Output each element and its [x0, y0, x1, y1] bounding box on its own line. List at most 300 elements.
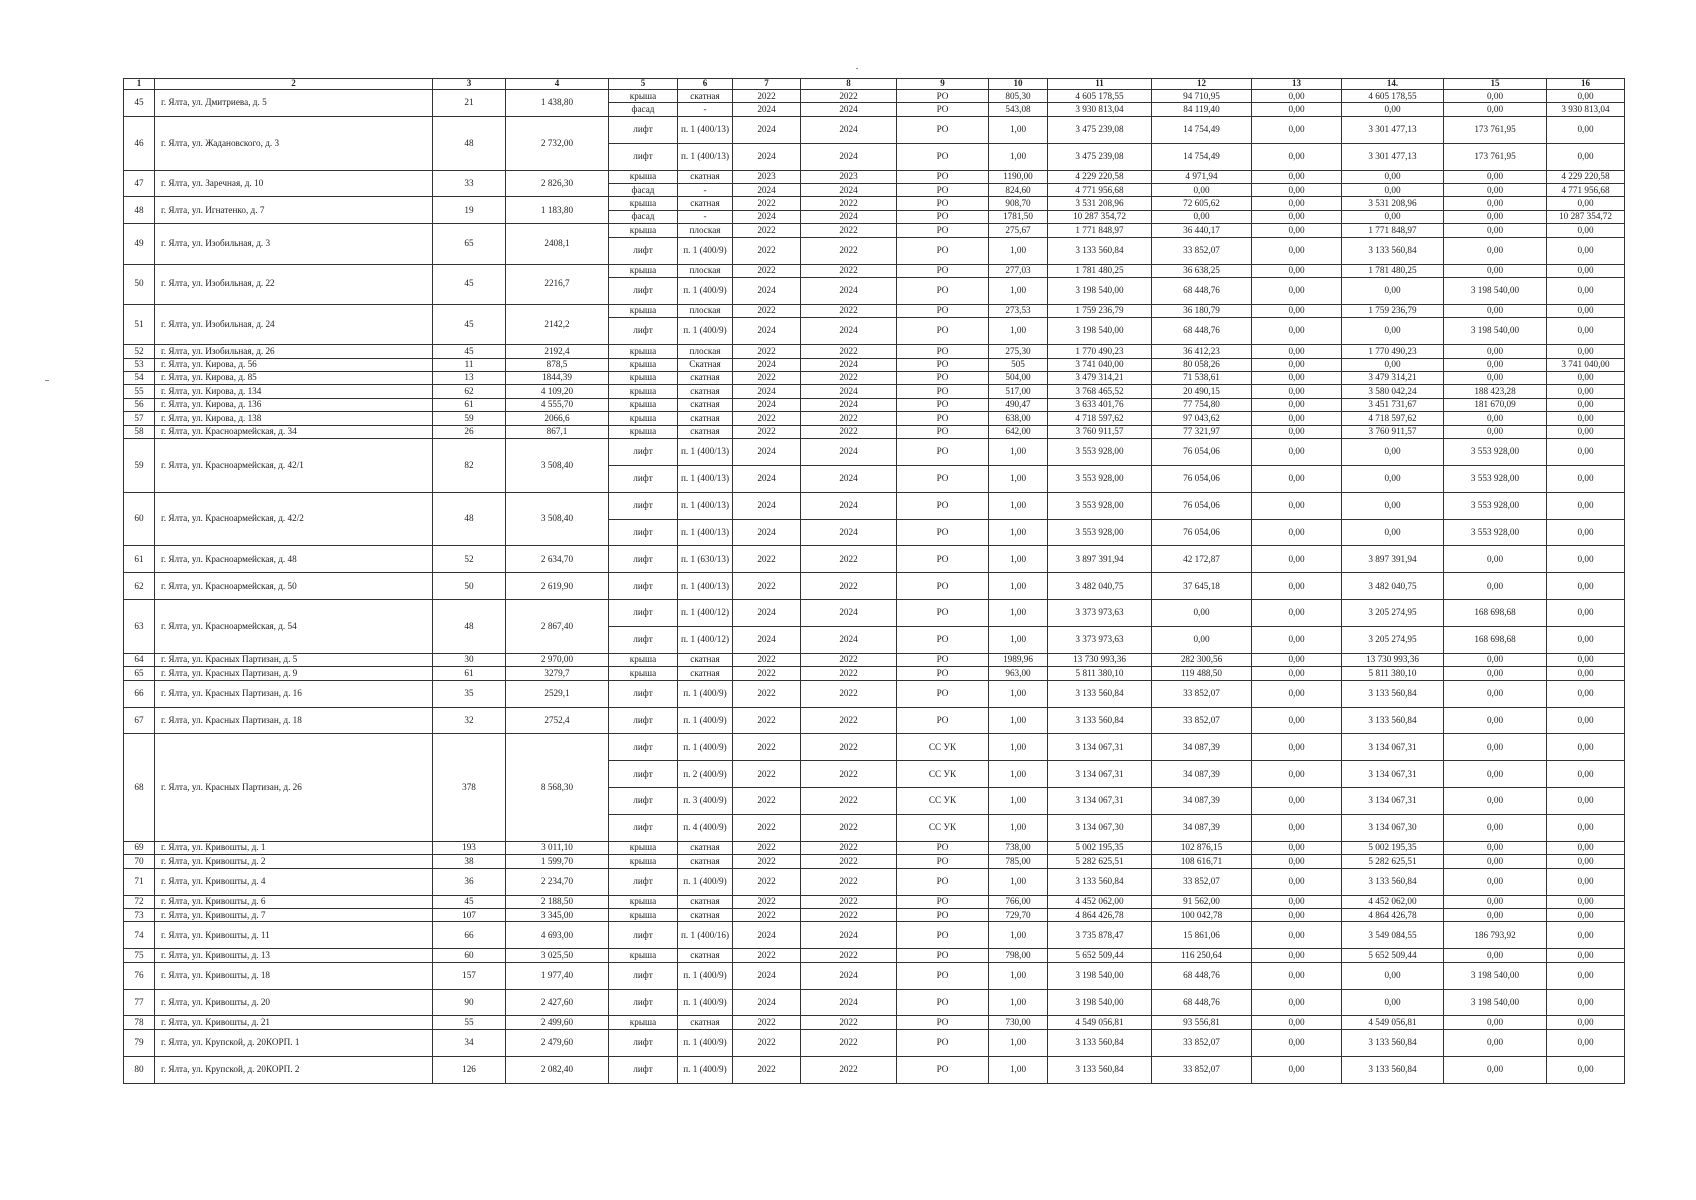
row-number: 64 [124, 653, 155, 666]
cell-col-12: 91 562,00 [1152, 895, 1252, 908]
cell-col-12: 94 710,95 [1152, 90, 1252, 103]
cell-col-8: 2022 [801, 788, 897, 815]
cell-col-11: 10 287 354,72 [1048, 210, 1152, 223]
cell-col-3: 38 [433, 855, 506, 868]
cell-col-11: 3 930 813,04 [1048, 103, 1152, 116]
cell-col-10: 1,00 [989, 989, 1048, 1016]
cell-col-5: лифт [609, 1029, 678, 1056]
cell-col-14: 4 549 056,81 [1342, 1016, 1444, 1029]
cell-col-9: РО [897, 465, 989, 492]
cell-col-7: 2022 [733, 412, 801, 425]
cell-col-13: 0,00 [1252, 345, 1342, 358]
cell-col-12: 34 087,39 [1152, 815, 1252, 842]
cell-col-12: 102 876,15 [1152, 841, 1252, 854]
cell-col-3: 33 [433, 170, 506, 197]
cell-col-9: РО [897, 1056, 989, 1083]
cell-col-14: 3 479 314,21 [1342, 371, 1444, 384]
row-number: 79 [124, 1029, 155, 1056]
row-number: 77 [124, 989, 155, 1016]
address-cell: г. Ялта, ул. Кривошты, д. 4 [155, 868, 433, 895]
cell-col-4: 2 732,00 [506, 116, 609, 170]
cell-col-11: 3 134 067,31 [1048, 734, 1152, 761]
cell-col-3: 48 [433, 492, 506, 546]
cell-col-10: 1,00 [989, 465, 1048, 492]
address-cell: г. Ялта, ул. Красноармейская, д. 50 [155, 573, 433, 600]
cell-col-13: 0,00 [1252, 385, 1342, 398]
cell-col-15: 173 761,95 [1444, 116, 1547, 143]
cell-col-9: РО [897, 143, 989, 170]
cell-col-12: 80 058,26 [1152, 358, 1252, 371]
header-cell-6: 6 [678, 79, 733, 90]
cell-col-4: 2216,7 [506, 264, 609, 304]
cell-col-16: 0,00 [1547, 815, 1625, 842]
row-number: 49 [124, 224, 155, 264]
cell-col-15: 188 423,28 [1444, 385, 1547, 398]
cell-col-10: 1,00 [989, 707, 1048, 734]
cell-col-8: 2022 [801, 1029, 897, 1056]
row-number: 73 [124, 909, 155, 922]
cell-col-15: 0,00 [1444, 855, 1547, 868]
cell-col-5: крыша [609, 412, 678, 425]
cell-col-11: 3 373 973,63 [1048, 600, 1152, 627]
scan-speck [45, 380, 49, 381]
cell-col-5: крыша [609, 224, 678, 237]
table-row [124, 922, 1625, 949]
cell-col-12: 34 087,39 [1152, 734, 1252, 761]
cell-col-4: 2 479,60 [506, 1029, 609, 1056]
cell-col-11: 3 760 911,57 [1048, 425, 1152, 438]
cell-col-7: 2024 [733, 358, 801, 371]
row-number: 66 [124, 680, 155, 707]
cell-col-4: 2 234,70 [506, 868, 609, 895]
cell-col-11: 3 198 540,00 [1048, 962, 1152, 989]
cell-col-16: 0,00 [1547, 989, 1625, 1016]
cell-col-13: 0,00 [1252, 492, 1342, 519]
cell-col-13: 0,00 [1252, 304, 1342, 317]
cell-col-12: 77 321,97 [1152, 425, 1252, 438]
cell-col-14: 3 205 274,95 [1342, 600, 1444, 627]
cell-col-9: СС УК [897, 734, 989, 761]
cell-col-14: 4 864 426,78 [1342, 909, 1444, 922]
cell-col-15: 186 793,92 [1444, 922, 1547, 949]
cell-col-16: 0,00 [1547, 439, 1625, 466]
cell-col-6: п. 1 (630/13) [678, 546, 733, 573]
cell-col-6: скатная [678, 855, 733, 868]
cell-col-12: 33 852,07 [1152, 1029, 1252, 1056]
cell-col-14: 3 451 731,67 [1342, 398, 1444, 411]
cell-col-8: 2022 [801, 761, 897, 788]
cell-col-7: 2022 [733, 224, 801, 237]
cell-col-10: 785,00 [989, 855, 1048, 868]
cell-col-11: 1 770 490,23 [1048, 345, 1152, 358]
cell-col-3: 19 [433, 197, 506, 224]
cell-col-13: 0,00 [1252, 358, 1342, 371]
cell-col-16: 0,00 [1547, 1016, 1625, 1029]
cell-col-10: 798,00 [989, 949, 1048, 962]
cell-col-15: 0,00 [1444, 734, 1547, 761]
cell-col-8: 2022 [801, 868, 897, 895]
table-row [124, 949, 1625, 962]
cell-col-8: 2024 [801, 439, 897, 466]
row-number: 78 [124, 1016, 155, 1029]
cell-col-9: РО [897, 600, 989, 627]
cell-col-5: крыша [609, 949, 678, 962]
cell-col-16: 0,00 [1547, 143, 1625, 170]
cell-col-4: 3 508,40 [506, 439, 609, 493]
cell-col-13: 0,00 [1252, 371, 1342, 384]
cell-col-8: 2022 [801, 90, 897, 103]
cell-col-6: п. 1 (400/13) [678, 465, 733, 492]
cell-col-16: 0,00 [1547, 425, 1625, 438]
cell-col-5: крыша [609, 358, 678, 371]
cell-col-11: 3 553 928,00 [1048, 465, 1152, 492]
cell-col-10: 1,00 [989, 318, 1048, 345]
cell-col-12: 93 556,81 [1152, 1016, 1252, 1029]
cell-col-5: лифт [609, 573, 678, 600]
cell-col-15: 0,00 [1444, 788, 1547, 815]
cell-col-9: РО [897, 962, 989, 989]
cell-col-11: 3 897 391,94 [1048, 546, 1152, 573]
cell-col-16: 4 771 956,68 [1547, 183, 1625, 196]
cell-col-15: 0,00 [1444, 90, 1547, 103]
cell-col-6: плоская [678, 224, 733, 237]
row-number: 75 [124, 949, 155, 962]
cell-col-13: 0,00 [1252, 116, 1342, 143]
cell-col-7: 2022 [733, 1016, 801, 1029]
cell-col-5: лифт [609, 492, 678, 519]
cell-col-16: 0,00 [1547, 868, 1625, 895]
cell-col-8: 2024 [801, 385, 897, 398]
row-number: 63 [124, 600, 155, 654]
cell-col-4: 2 826,30 [506, 170, 609, 197]
cell-col-3: 126 [433, 1056, 506, 1083]
cell-col-16: 0,00 [1547, 304, 1625, 317]
cell-col-13: 0,00 [1252, 1016, 1342, 1029]
cell-col-16: 0,00 [1547, 519, 1625, 546]
cell-col-11: 3 735 878,47 [1048, 922, 1152, 949]
cell-col-12: 15 861,06 [1152, 922, 1252, 949]
cell-col-11: 4 549 056,81 [1048, 1016, 1152, 1029]
cell-col-3: 32 [433, 707, 506, 734]
cell-col-12: 71 538,61 [1152, 371, 1252, 384]
cell-col-8: 2024 [801, 277, 897, 304]
address-cell: г. Ялта, ул. Красноармейская, д. 34 [155, 425, 433, 438]
cell-col-4: 2752,4 [506, 707, 609, 734]
cell-col-13: 0,00 [1252, 922, 1342, 949]
cell-col-8: 2023 [801, 170, 897, 183]
header-cell-15: 15 [1444, 79, 1547, 90]
address-cell: г. Ялта, ул. Красных Партизан, д. 5 [155, 653, 433, 666]
table-row [124, 989, 1625, 1016]
cell-col-4: 1 977,40 [506, 962, 609, 989]
table-row [124, 895, 1625, 908]
cell-col-9: РО [897, 909, 989, 922]
cell-col-5: крыша [609, 667, 678, 680]
header-cell-1: 1 [124, 79, 155, 90]
header-cell-7: 7 [733, 79, 801, 90]
cell-col-3: 45 [433, 345, 506, 358]
cell-col-13: 0,00 [1252, 224, 1342, 237]
address-cell: г. Ялта, ул. Кривошты, д. 13 [155, 949, 433, 962]
cell-col-8: 2024 [801, 358, 897, 371]
cell-col-10: 824,60 [989, 183, 1048, 196]
table-row [124, 90, 1625, 103]
cell-col-15: 0,00 [1444, 224, 1547, 237]
cell-col-16: 0,00 [1547, 895, 1625, 908]
cell-col-14: 0,00 [1342, 492, 1444, 519]
cell-col-6: п. 1 (400/9) [678, 989, 733, 1016]
cell-col-11: 3 198 540,00 [1048, 277, 1152, 304]
cell-col-7: 2024 [733, 465, 801, 492]
cell-col-10: 963,00 [989, 667, 1048, 680]
address-cell: г. Ялта, ул. Кривошты, д. 7 [155, 909, 433, 922]
cell-col-10: 908,70 [989, 197, 1048, 210]
cell-col-14: 0,00 [1342, 962, 1444, 989]
cell-col-6: п. 1 (400/13) [678, 116, 733, 143]
cell-col-15: 173 761,95 [1444, 143, 1547, 170]
cell-col-7: 2024 [733, 519, 801, 546]
cell-col-7: 2024 [733, 922, 801, 949]
address-cell: г. Ялта, ул. Изобильная, д. 3 [155, 224, 433, 264]
cell-col-15: 0,00 [1444, 304, 1547, 317]
cell-col-3: 65 [433, 224, 506, 264]
cell-col-13: 0,00 [1252, 895, 1342, 908]
cell-col-12: 37 645,18 [1152, 573, 1252, 600]
row-number: 76 [124, 962, 155, 989]
header-cell-2: 2 [155, 79, 433, 90]
cell-col-16: 0,00 [1547, 277, 1625, 304]
cell-col-4: 2 867,40 [506, 600, 609, 654]
cell-col-9: РО [897, 949, 989, 962]
cell-col-4: 3 345,00 [506, 909, 609, 922]
cell-col-9: РО [897, 371, 989, 384]
cell-col-10: 1,00 [989, 143, 1048, 170]
cell-col-7: 2022 [733, 1056, 801, 1083]
cell-col-4: 2 634,70 [506, 546, 609, 573]
header-cell-10: 10 [989, 79, 1048, 90]
cell-col-13: 0,00 [1252, 707, 1342, 734]
cell-col-15: 3 198 540,00 [1444, 277, 1547, 304]
cell-col-7: 2022 [733, 546, 801, 573]
cell-col-9: РО [897, 398, 989, 411]
address-cell: г. Ялта, ул. Изобильная, д. 24 [155, 304, 433, 344]
cell-col-12: 14 754,49 [1152, 143, 1252, 170]
cell-col-12: 97 043,62 [1152, 412, 1252, 425]
cell-col-16: 3 741 040,00 [1547, 358, 1625, 371]
cell-col-12: 77 754,80 [1152, 398, 1252, 411]
address-cell: г. Ялта, ул. Кирова, д. 136 [155, 398, 433, 411]
cell-col-4: 2 619,90 [506, 573, 609, 600]
cell-col-7: 2022 [733, 371, 801, 384]
cell-col-14: 0,00 [1342, 170, 1444, 183]
cell-col-13: 0,00 [1252, 318, 1342, 345]
cell-col-9: РО [897, 707, 989, 734]
cell-col-13: 0,00 [1252, 627, 1342, 654]
cell-col-8: 2024 [801, 398, 897, 411]
header-cell-11: 11 [1048, 79, 1152, 90]
cell-col-7: 2022 [733, 425, 801, 438]
cell-col-4: 2192,4 [506, 345, 609, 358]
cell-col-3: 13 [433, 371, 506, 384]
cell-col-9: РО [897, 304, 989, 317]
cell-col-8: 2022 [801, 680, 897, 707]
cell-col-10: 504,00 [989, 371, 1048, 384]
cell-col-14: 3 301 477,13 [1342, 116, 1444, 143]
cell-col-10: 1,00 [989, 1056, 1048, 1083]
cell-col-9: РО [897, 519, 989, 546]
table-row [124, 734, 1625, 761]
cell-col-12: 76 054,06 [1152, 519, 1252, 546]
cell-col-16: 0,00 [1547, 1029, 1625, 1056]
cell-col-6: плоская [678, 264, 733, 277]
cell-col-8: 2022 [801, 224, 897, 237]
table-row [124, 680, 1625, 707]
cell-col-13: 0,00 [1252, 841, 1342, 854]
cell-col-5: лифт [609, 439, 678, 466]
cell-col-14: 3 133 560,84 [1342, 1056, 1444, 1083]
cell-col-15: 3 553 928,00 [1444, 519, 1547, 546]
cell-col-8: 2024 [801, 143, 897, 170]
cell-col-6: скатная [678, 170, 733, 183]
header-cell-4: 4 [506, 79, 609, 90]
cell-col-9: СС УК [897, 788, 989, 815]
table-row [124, 412, 1625, 425]
cell-col-14: 13 730 993,36 [1342, 653, 1444, 666]
cell-col-5: лифт [609, 277, 678, 304]
cell-col-6: скатная [678, 1016, 733, 1029]
cell-col-3: 157 [433, 962, 506, 989]
cell-col-9: РО [897, 345, 989, 358]
cell-col-4: 3279,7 [506, 667, 609, 680]
cell-col-10: 1,00 [989, 600, 1048, 627]
cell-col-5: лифт [609, 761, 678, 788]
cell-col-6: п. 1 (400/9) [678, 237, 733, 264]
cell-col-4: 4 693,00 [506, 922, 609, 949]
cell-col-4: 867,1 [506, 425, 609, 438]
cell-col-8: 2024 [801, 519, 897, 546]
cell-col-13: 0,00 [1252, 600, 1342, 627]
cell-col-8: 2022 [801, 707, 897, 734]
cell-col-14: 5 652 509,44 [1342, 949, 1444, 962]
table-row [124, 1029, 1625, 1056]
row-number: 45 [124, 90, 155, 117]
cell-col-8: 2022 [801, 653, 897, 666]
cell-col-7: 2024 [733, 627, 801, 654]
cell-col-8: 2022 [801, 949, 897, 962]
cell-col-5: лифт [609, 734, 678, 761]
address-cell: г. Ялта, ул. Крупской, д. 20КОРП. 2 [155, 1056, 433, 1083]
cell-col-5: крыша [609, 855, 678, 868]
cell-col-8: 2022 [801, 1016, 897, 1029]
cell-col-3: 26 [433, 425, 506, 438]
cell-col-16: 10 287 354,72 [1547, 210, 1625, 223]
cell-col-13: 0,00 [1252, 264, 1342, 277]
cell-col-16: 0,00 [1547, 492, 1625, 519]
cell-col-14: 5 282 625,51 [1342, 855, 1444, 868]
cell-col-7: 2022 [733, 345, 801, 358]
cell-col-12: 33 852,07 [1152, 237, 1252, 264]
cell-col-12: 0,00 [1152, 600, 1252, 627]
cell-col-10: 1,00 [989, 962, 1048, 989]
cell-col-10: 766,00 [989, 895, 1048, 908]
cell-col-5: фасад [609, 103, 678, 116]
cell-col-3: 66 [433, 922, 506, 949]
cell-col-4: 1 599,70 [506, 855, 609, 868]
cell-col-10: 1,00 [989, 116, 1048, 143]
cell-col-12: 14 754,49 [1152, 116, 1252, 143]
cell-col-15: 0,00 [1444, 264, 1547, 277]
cell-col-5: лифт [609, 237, 678, 264]
cell-col-14: 3 133 560,84 [1342, 868, 1444, 895]
cell-col-12: 72 605,62 [1152, 197, 1252, 210]
cell-col-16: 0,00 [1547, 116, 1625, 143]
cell-col-14: 0,00 [1342, 210, 1444, 223]
cell-col-14: 0,00 [1342, 519, 1444, 546]
cell-col-14: 3 897 391,94 [1342, 546, 1444, 573]
cell-col-11: 4 864 426,78 [1048, 909, 1152, 922]
cell-col-14: 4 605 178,55 [1342, 90, 1444, 103]
cell-col-12: 68 448,76 [1152, 962, 1252, 989]
cell-col-9: СС УК [897, 815, 989, 842]
cell-col-6: скатная [678, 667, 733, 680]
cell-col-8: 2024 [801, 600, 897, 627]
table-row [124, 707, 1625, 734]
cell-col-6: - [678, 103, 733, 116]
capital-repair-table [123, 78, 1625, 1084]
cell-col-6: скатная [678, 909, 733, 922]
cell-col-6: п. 1 (400/13) [678, 519, 733, 546]
header-cell-9: 9 [897, 79, 989, 90]
row-number: 80 [124, 1056, 155, 1083]
cell-col-8: 2024 [801, 183, 897, 196]
cell-col-13: 0,00 [1252, 519, 1342, 546]
cell-col-12: 282 300,56 [1152, 653, 1252, 666]
cell-col-16: 3 930 813,04 [1547, 103, 1625, 116]
cell-col-7: 2024 [733, 600, 801, 627]
cell-col-9: РО [897, 1029, 989, 1056]
cell-col-6: скатная [678, 949, 733, 962]
cell-col-11: 3 198 540,00 [1048, 318, 1152, 345]
cell-col-15: 0,00 [1444, 425, 1547, 438]
cell-col-16: 0,00 [1547, 600, 1625, 627]
cell-col-3: 34 [433, 1029, 506, 1056]
cell-col-13: 0,00 [1252, 546, 1342, 573]
cell-col-7: 2022 [733, 573, 801, 600]
cell-col-9: РО [897, 318, 989, 345]
cell-col-12: 0,00 [1152, 183, 1252, 196]
cell-col-14: 0,00 [1342, 989, 1444, 1016]
cell-col-9: РО [897, 237, 989, 264]
cell-col-11: 4 605 178,55 [1048, 90, 1152, 103]
cell-col-11: 1 781 480,25 [1048, 264, 1152, 277]
cell-col-10: 517,00 [989, 385, 1048, 398]
cell-col-4: 1 183,80 [506, 197, 609, 224]
address-cell: г. Ялта, ул. Кривошты, д. 1 [155, 841, 433, 854]
cell-col-16: 0,00 [1547, 1056, 1625, 1083]
cell-col-14: 0,00 [1342, 465, 1444, 492]
cell-col-6: скатная [678, 197, 733, 210]
cell-col-13: 0,00 [1252, 680, 1342, 707]
row-number: 48 [124, 197, 155, 224]
cell-col-4: 2 970,00 [506, 653, 609, 666]
cell-col-16: 0,00 [1547, 412, 1625, 425]
cell-col-13: 0,00 [1252, 439, 1342, 466]
cell-col-7: 2024 [733, 318, 801, 345]
cell-col-15: 3 553 928,00 [1444, 492, 1547, 519]
cell-col-11: 3 475 239,08 [1048, 116, 1152, 143]
address-cell: г. Ялта, ул. Кривошты, д. 18 [155, 962, 433, 989]
cell-col-9: СС УК [897, 761, 989, 788]
